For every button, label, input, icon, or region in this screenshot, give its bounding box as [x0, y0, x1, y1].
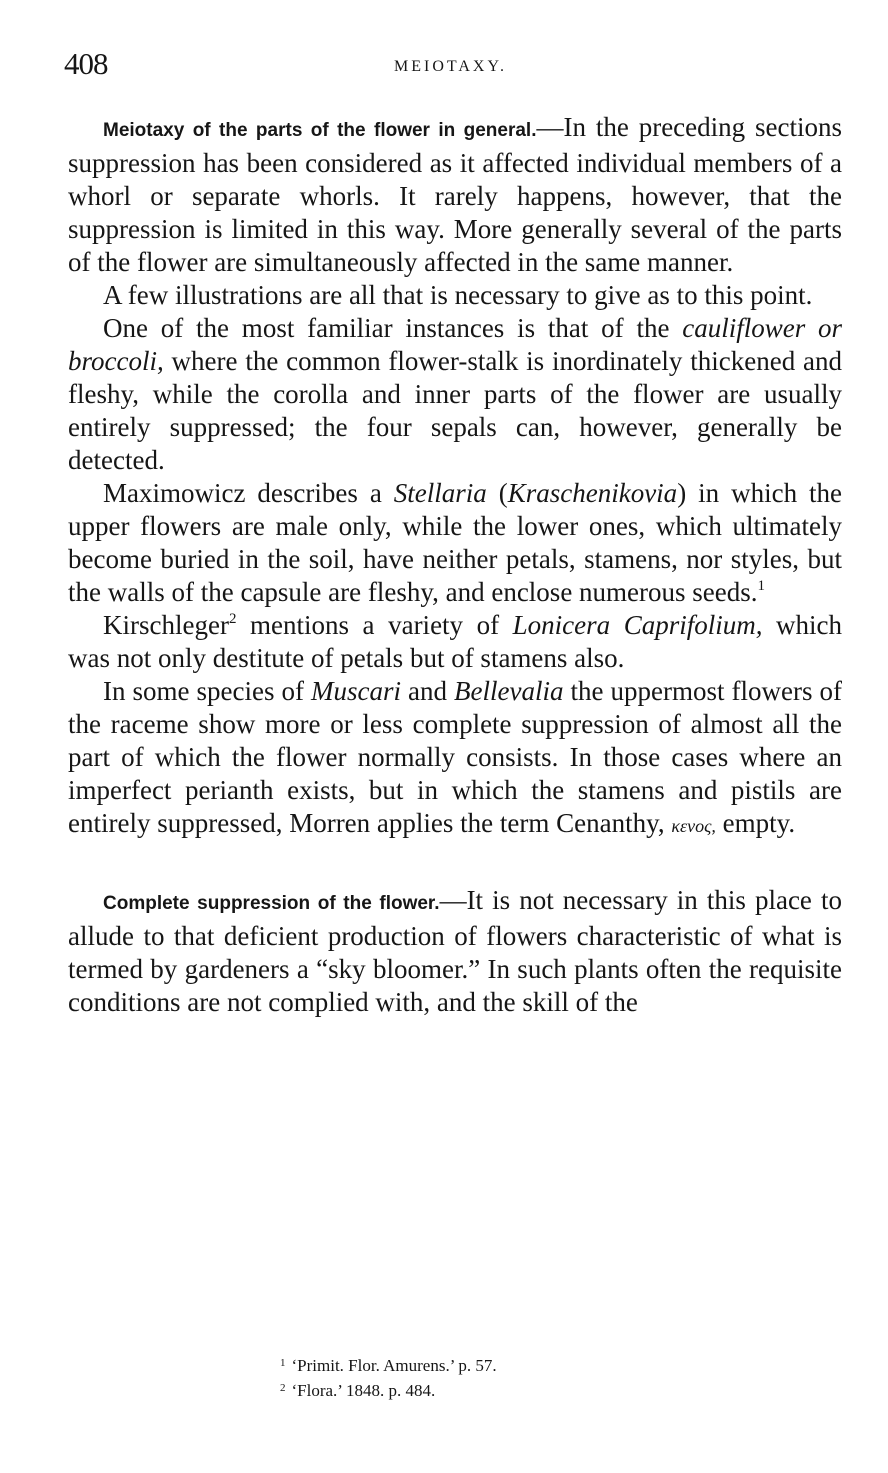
paragraph-text: (: [486, 478, 508, 508]
italic-term-stellaria: Stellaria: [393, 478, 487, 508]
paragraph-text: Kirschleger: [103, 610, 229, 640]
paragraph-cauliflower: [68, 312, 842, 477]
paragraph-text: A few illustrations are all that is necessary to give as to this point.: [103, 280, 813, 310]
paragraph-text: —In the preceding sections suppression has been considered as it affected individual members of a whorl or separate whorls. It rarely happens, however, that the suppression is limited in this way. More generally several of the parts of the flower are simultaneously affected in the same manner.: [68, 112, 843, 277]
footnote-reference-2: 2: [228, 611, 237, 627]
section-heading-complete-suppression: Complete suppression of the flower.: [103, 893, 440, 914]
footnote-reference-1: 1: [757, 578, 766, 594]
running-head: MEIOTAXY.: [394, 58, 507, 75]
footnote-mark: 1: [280, 1357, 286, 1369]
paragraph-text: ) in which the upper flowers are male only, while the lower ones, which ultimately become buried in the soil, have neither petals, stamens, nor styles, but the walls of the capsule are fleshy, and enclose numerous seeds.: [68, 478, 843, 607]
paragraph-text: —It is not necessary in this place to allude to that deficient production of flowers characteristic of what is termed by gardeners a “sky bloomer.” In such plants often the requisite conditions are not complied with, and the skill of the: [68, 885, 842, 1017]
paragraph-text: the uppermost flowers of the raceme show more or less complete suppression of almost all the part of which the flower normally consists. In those cases where an imperfect perianth exists, but in which the stamens and pistils are entirely suppressed, Morren applies the term Cenanthy,: [68, 676, 843, 838]
italic-term-lonicera: Lonicera Caprifolium,: [512, 610, 763, 640]
paragraph-stellaria: [68, 477, 842, 609]
section-spacer: [68, 843, 842, 884]
paragraph-text: empty.: [715, 808, 796, 838]
page-number: 408: [64, 46, 108, 81]
footnote-2: [280, 1377, 780, 1402]
italic-term-bellevalia: Bellevalia: [454, 676, 564, 706]
paragraph-lonicera: [68, 609, 842, 675]
footnote-text: ‘Flora.’ 1848. p. 484.: [291, 1381, 436, 1400]
page-header: [64, 46, 842, 86]
greek-word-kenos: κενος,: [671, 816, 716, 836]
paragraph-text: mentions a variety of: [236, 610, 513, 640]
paragraph-text: One of the most familiar instances is that of the: [103, 313, 683, 343]
section-heading-meiotaxy: Meiotaxy of the parts of the flower in general.: [103, 120, 537, 141]
paragraph-text: and: [401, 676, 455, 706]
paragraph-text: which was not only destitute of petals but of stamens also.: [68, 610, 843, 673]
paragraph-meiotaxy-intro: [68, 111, 842, 279]
italic-term-muscari: Muscari: [311, 676, 402, 706]
paragraph-text: In some species of: [103, 676, 312, 706]
italic-term-cauliflower: cauliflower or broccoli,: [68, 313, 842, 376]
footnote-mark: 2: [280, 1382, 286, 1394]
paragraph-muscari: [68, 675, 842, 843]
footnote-1: [280, 1352, 780, 1377]
italic-term-kraschenikovia: Kraschenikovia: [507, 478, 678, 508]
paragraph-text: where the common flower-stalk is inordinately thickened and fleshy, while the corolla and inner parts of the flower are usually entirely suppressed; the four sepals can, however, generally be detected.: [68, 346, 842, 475]
body-text: [68, 111, 842, 1019]
paragraph-complete-suppression: [68, 884, 842, 1019]
paragraph-text: Maximowicz describes a: [103, 478, 394, 508]
footnote-text: ‘Primit. Flor. Amurens.’ p. 57.: [291, 1356, 497, 1375]
paragraph-illustrations: [68, 279, 842, 312]
footnotes: [280, 1352, 780, 1402]
